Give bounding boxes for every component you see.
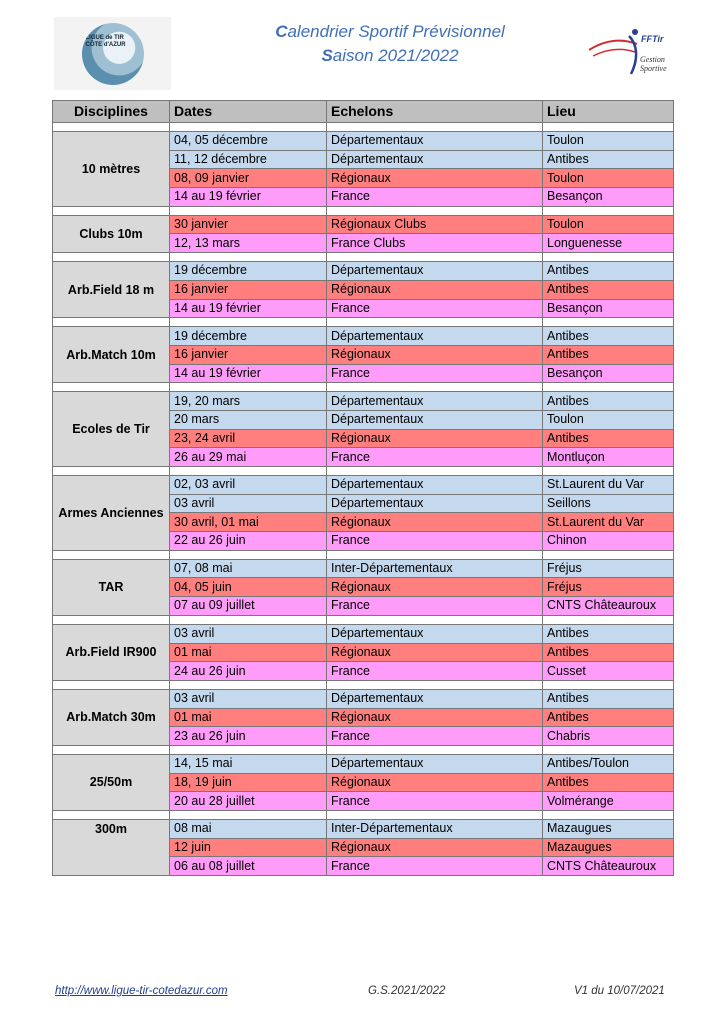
table-row xyxy=(53,820,674,839)
date-cell: 23, 24 avril xyxy=(170,429,327,448)
lieu-cell: Longuenesse xyxy=(543,234,674,253)
discipline-cell: Arb.Match 30m xyxy=(53,689,170,745)
date-cell: 12 juin xyxy=(170,838,327,857)
separator-cell xyxy=(543,811,674,820)
date-cell: 08 mai xyxy=(170,820,327,839)
separator-cell xyxy=(53,206,170,215)
date-cell: 16 janvier xyxy=(170,345,327,364)
table-body xyxy=(53,123,674,876)
separator-row xyxy=(53,318,674,327)
header-echelons: Echelons xyxy=(327,101,543,123)
separator-cell xyxy=(327,383,543,392)
discipline-cell: Clubs 10m xyxy=(53,215,170,252)
separator-cell xyxy=(53,615,170,624)
separator-cell xyxy=(53,318,170,327)
date-cell: 19 décembre xyxy=(170,262,327,281)
discipline-cell: TAR xyxy=(53,559,170,615)
lieu-cell: Cusset xyxy=(543,662,674,681)
date-cell: 01 mai xyxy=(170,643,327,662)
separator-cell xyxy=(170,615,327,624)
table-row xyxy=(53,262,674,281)
lieu-cell: Toulon xyxy=(543,169,674,188)
separator-cell xyxy=(543,253,674,262)
separator-cell xyxy=(327,123,543,132)
separator-cell xyxy=(327,680,543,689)
table-row xyxy=(53,215,674,234)
separator-cell xyxy=(53,745,170,754)
separator-cell xyxy=(327,811,543,820)
echelon-cell: Départementaux xyxy=(327,392,543,411)
lieu-cell: Fréjus xyxy=(543,578,674,597)
echelon-cell: Régionaux xyxy=(327,429,543,448)
separator-cell xyxy=(327,206,543,215)
lieu-cell: Antibes xyxy=(543,392,674,411)
lieu-cell: Mazaugues xyxy=(543,838,674,857)
lieu-cell: Volmérange xyxy=(543,792,674,811)
separator-cell xyxy=(53,123,170,132)
discipline-cell: Arb.Field IR900 xyxy=(53,624,170,680)
lieu-cell: Fréjus xyxy=(543,559,674,578)
echelon-cell: Départementaux xyxy=(327,150,543,169)
echelon-cell: France xyxy=(327,597,543,616)
date-cell: 14, 15 mai xyxy=(170,754,327,773)
discipline-cell: Arb.Field 18 m xyxy=(53,262,170,318)
separator-cell xyxy=(170,318,327,327)
footer-code: G.S.2021/2022 xyxy=(368,985,446,997)
date-cell: 19, 20 mars xyxy=(170,392,327,411)
date-cell: 07, 08 mai xyxy=(170,559,327,578)
date-cell: 02, 03 avril xyxy=(170,476,327,495)
echelon-cell: Régionaux xyxy=(327,643,543,662)
separator-cell xyxy=(53,467,170,476)
echelon-cell: Départementaux xyxy=(327,689,543,708)
discipline-cell: Armes Anciennes xyxy=(53,476,170,551)
ligue-logo-text: LIGUE de TIR CÔTE d'AZUR xyxy=(85,34,126,48)
lieu-cell: Antibes xyxy=(543,262,674,281)
lieu-cell: Antibes xyxy=(543,429,674,448)
echelon-cell: France Clubs xyxy=(327,234,543,253)
separator-cell xyxy=(53,811,170,820)
date-cell: 01 mai xyxy=(170,708,327,727)
separator-row xyxy=(53,745,674,754)
lieu-cell: Besançon xyxy=(543,188,674,207)
table-row xyxy=(53,754,674,773)
separator-cell xyxy=(543,615,674,624)
date-cell: 30 avril, 01 mai xyxy=(170,513,327,532)
fftir-logo-text: FFTir xyxy=(641,34,664,44)
separator-row xyxy=(53,680,674,689)
date-cell: 20 mars xyxy=(170,410,327,429)
separator-cell xyxy=(543,467,674,476)
lieu-cell: Toulon xyxy=(543,410,674,429)
separator-cell xyxy=(53,383,170,392)
lieu-cell: Antibes xyxy=(543,327,674,346)
lieu-cell: Antibes xyxy=(543,280,674,299)
lieu-cell: Antibes xyxy=(543,624,674,643)
fftir-subtitle-line-1: Gestion xyxy=(640,55,665,64)
lieu-cell: Antibes xyxy=(543,773,674,792)
separator-cell xyxy=(543,745,674,754)
lieu-cell: Antibes xyxy=(543,689,674,708)
header-lieu: Lieu xyxy=(543,101,674,123)
echelon-cell: Régionaux Clubs xyxy=(327,215,543,234)
date-cell: 06 au 08 juillet xyxy=(170,857,327,876)
table-row xyxy=(53,689,674,708)
lieu-cell: Toulon xyxy=(543,215,674,234)
date-cell: 20 au 28 juillet xyxy=(170,792,327,811)
separator-cell xyxy=(543,550,674,559)
separator-cell xyxy=(170,123,327,132)
echelon-cell: Régionaux xyxy=(327,169,543,188)
echelon-cell: Départementaux xyxy=(327,624,543,643)
separator-cell xyxy=(543,318,674,327)
table-row xyxy=(53,559,674,578)
ligue-logo-emblem xyxy=(82,23,144,85)
echelon-cell: Départementaux xyxy=(327,132,543,151)
footer-version: V1 du 10/07/2021 xyxy=(574,985,665,997)
date-cell: 03 avril xyxy=(170,689,327,708)
fftir-subtitle-line-2: Sportive xyxy=(640,64,667,73)
header-disciplines: Disciplines xyxy=(53,101,170,123)
date-cell: 04, 05 juin xyxy=(170,578,327,597)
echelon-cell: France xyxy=(327,727,543,746)
separator-cell xyxy=(327,253,543,262)
lieu-cell: Antibes/Toulon xyxy=(543,754,674,773)
separator-cell xyxy=(170,745,327,754)
date-cell: 30 janvier xyxy=(170,215,327,234)
echelon-cell: France xyxy=(327,448,543,467)
discipline-cell: 10 mètres xyxy=(53,132,170,207)
date-cell: 04, 05 décembre xyxy=(170,132,327,151)
table-row xyxy=(53,327,674,346)
separator-cell xyxy=(53,550,170,559)
separator-row xyxy=(53,383,674,392)
echelon-cell: Régionaux xyxy=(327,513,543,532)
echelon-cell: Départementaux xyxy=(327,476,543,495)
lieu-cell: Seillons xyxy=(543,494,674,513)
separator-cell xyxy=(170,680,327,689)
lieu-cell: Besançon xyxy=(543,364,674,383)
date-cell: 19 décembre xyxy=(170,327,327,346)
separator-cell xyxy=(327,615,543,624)
lieu-cell: St.Laurent du Var xyxy=(543,476,674,495)
lieu-cell: Antibes xyxy=(543,345,674,364)
table-header-row xyxy=(53,101,674,123)
date-cell: 22 au 26 juin xyxy=(170,532,327,551)
echelon-cell: France xyxy=(327,662,543,681)
separator-cell xyxy=(170,206,327,215)
echelon-cell: France xyxy=(327,299,543,318)
date-cell: 14 au 19 février xyxy=(170,364,327,383)
echelon-cell: Régionaux xyxy=(327,578,543,597)
date-cell: 03 avril xyxy=(170,494,327,513)
lieu-cell: Montluçon xyxy=(543,448,674,467)
separator-cell xyxy=(53,680,170,689)
separator-cell xyxy=(170,811,327,820)
separator-row xyxy=(53,206,674,215)
echelon-cell: Régionaux xyxy=(327,838,543,857)
lieu-cell: St.Laurent du Var xyxy=(543,513,674,532)
echelon-cell: France xyxy=(327,188,543,207)
echelon-cell: Départementaux xyxy=(327,262,543,281)
separator-row xyxy=(53,253,674,262)
table-row xyxy=(53,476,674,495)
date-cell: 23 au 26 juin xyxy=(170,727,327,746)
echelon-cell: Inter-Départementaux xyxy=(327,820,543,839)
calendar-table xyxy=(52,100,674,876)
lieu-cell: Antibes xyxy=(543,150,674,169)
discipline-cell: Arb.Match 10m xyxy=(53,327,170,383)
lieu-cell: Mazaugues xyxy=(543,820,674,839)
separator-row xyxy=(53,811,674,820)
echelon-cell: Départementaux xyxy=(327,327,543,346)
discipline-cell: 300m xyxy=(53,820,170,876)
table-row xyxy=(53,392,674,411)
echelon-cell: Inter-Départementaux xyxy=(327,559,543,578)
discipline-cell: 25/50m xyxy=(53,754,170,810)
echelon-cell: Départementaux xyxy=(327,410,543,429)
date-cell: 11, 12 décembre xyxy=(170,150,327,169)
fftir-logo xyxy=(585,22,685,82)
separator-cell xyxy=(170,383,327,392)
lieu-cell: Antibes xyxy=(543,643,674,662)
separator-cell xyxy=(543,123,674,132)
separator-cell xyxy=(170,550,327,559)
separator-cell xyxy=(543,206,674,215)
separator-cell xyxy=(327,550,543,559)
ligue-logo xyxy=(54,17,171,90)
date-cell: 18, 19 juin xyxy=(170,773,327,792)
separator-row xyxy=(53,615,674,624)
echelon-cell: Régionaux xyxy=(327,280,543,299)
echelon-cell: France xyxy=(327,532,543,551)
echelon-cell: Régionaux xyxy=(327,773,543,792)
lieu-cell: Chabris xyxy=(543,727,674,746)
lieu-cell: CNTS Châteauroux xyxy=(543,857,674,876)
table-row xyxy=(53,132,674,151)
date-cell: 24 au 26 juin xyxy=(170,662,327,681)
footer-url-link[interactable]: http://www.ligue-tir-cotedazur.com xyxy=(55,985,228,997)
date-cell: 16 janvier xyxy=(170,280,327,299)
echelon-cell: Régionaux xyxy=(327,708,543,727)
separator-row xyxy=(53,467,674,476)
separator-row xyxy=(53,123,674,132)
title-line-1: Calendrier Sportif Prévisionnel xyxy=(275,22,505,41)
fftir-logo-subtitle xyxy=(640,55,667,73)
echelon-cell: France xyxy=(327,792,543,811)
separator-cell xyxy=(543,680,674,689)
lieu-cell: Antibes xyxy=(543,708,674,727)
separator-cell xyxy=(53,253,170,262)
fftir-logo-icon xyxy=(585,22,685,82)
date-cell: 12, 13 mars xyxy=(170,234,327,253)
echelon-cell: France xyxy=(327,857,543,876)
page-title xyxy=(240,20,540,68)
date-cell: 03 avril xyxy=(170,624,327,643)
header-dates: Dates xyxy=(170,101,327,123)
separator-cell xyxy=(327,745,543,754)
separator-row xyxy=(53,550,674,559)
discipline-cell: Ecoles de Tir xyxy=(53,392,170,467)
table-row xyxy=(53,624,674,643)
date-cell: 08, 09 janvier xyxy=(170,169,327,188)
echelon-cell: Régionaux xyxy=(327,345,543,364)
lieu-cell: Toulon xyxy=(543,132,674,151)
lieu-cell: Besançon xyxy=(543,299,674,318)
lieu-cell: Chinon xyxy=(543,532,674,551)
separator-cell xyxy=(327,467,543,476)
date-cell: 14 au 19 février xyxy=(170,299,327,318)
echelon-cell: Départementaux xyxy=(327,494,543,513)
date-cell: 26 au 29 mai xyxy=(170,448,327,467)
separator-cell xyxy=(543,383,674,392)
separator-cell xyxy=(170,467,327,476)
title-line-2: Saison 2021/2022 xyxy=(321,46,459,65)
lieu-cell: CNTS Châteauroux xyxy=(543,597,674,616)
separator-cell xyxy=(170,253,327,262)
echelon-cell: France xyxy=(327,364,543,383)
echelon-cell: Départementaux xyxy=(327,754,543,773)
date-cell: 14 au 19 février xyxy=(170,188,327,207)
separator-cell xyxy=(327,318,543,327)
date-cell: 07 au 09 juillet xyxy=(170,597,327,616)
